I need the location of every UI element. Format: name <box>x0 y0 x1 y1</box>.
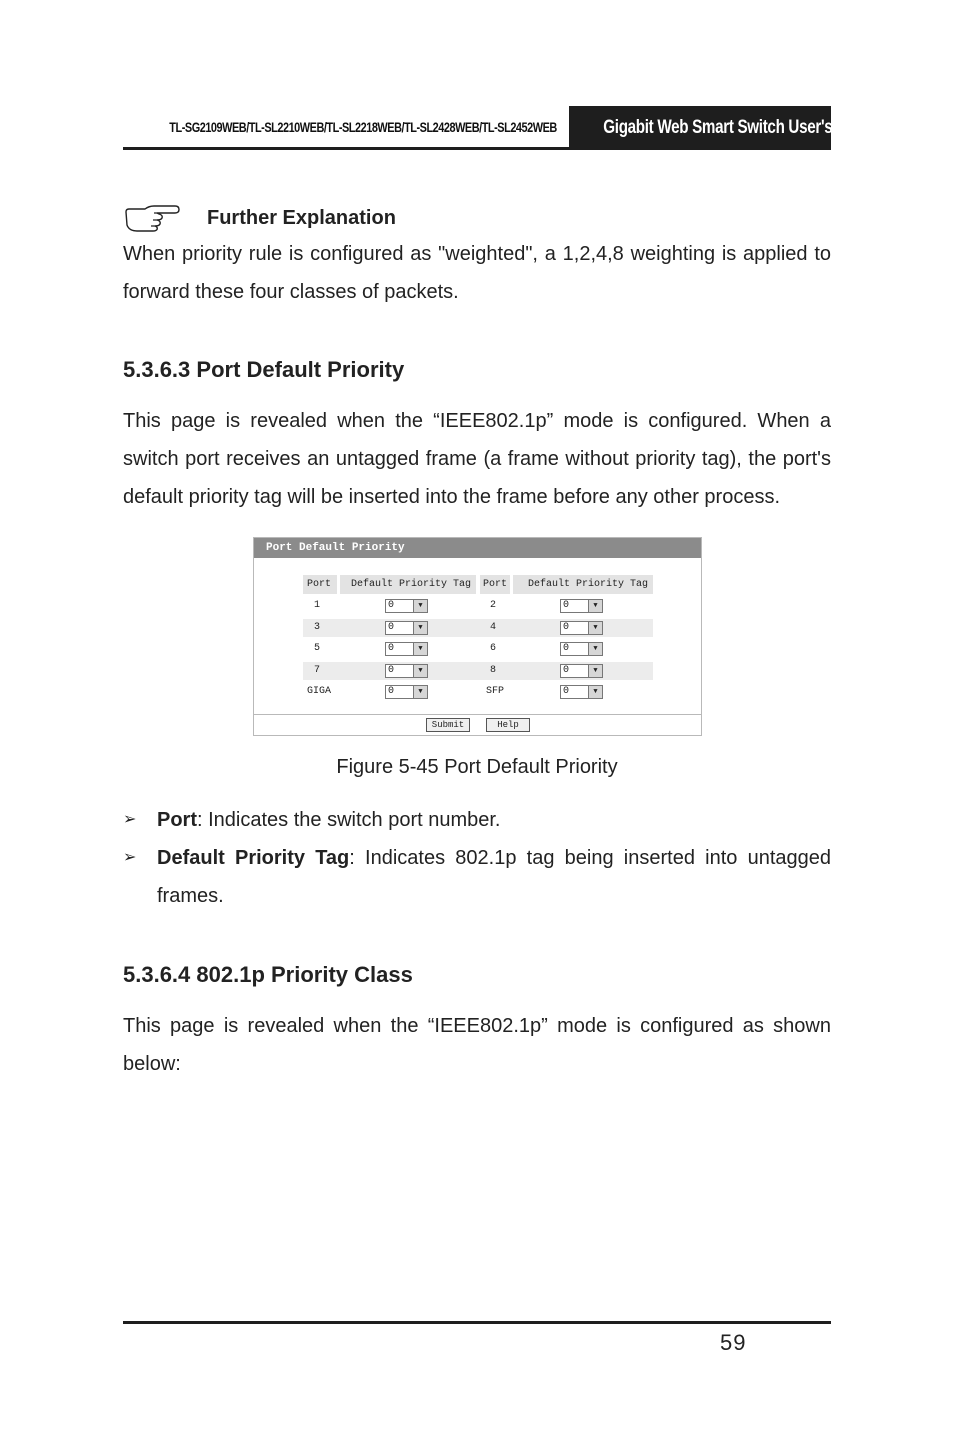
port-default-priority-figure <box>253 537 702 736</box>
port-label: 8 <box>490 665 497 676</box>
port-label: 4 <box>490 622 497 633</box>
bullet-desc: : Indicates 802.1p tag being inserted into untagged frames. <box>157 847 831 907</box>
col-header-tag: Default Priority Tag <box>351 579 472 590</box>
page-header <box>123 106 878 150</box>
col-header-port: Port <box>483 579 508 590</box>
port-label: 2 <box>490 600 497 611</box>
dropdown-arrow-icon: ▼ <box>588 686 602 698</box>
section-text-port-default-priority: This page is revealed when the “IEEE802.1p” mode is configured. When a switch port receives an untagged frame (a frame without priority tag), the port's default priority tag will be inserted into the frame before any other process. <box>123 410 831 508</box>
port-label: GIGA <box>307 686 332 697</box>
port-label: SFP <box>486 686 505 697</box>
col-header-tag: Default Priority Tag <box>528 579 649 590</box>
port-label: 6 <box>490 643 497 654</box>
dropdown-arrow-icon: ▼ <box>413 622 427 634</box>
header-models: TL-SG2109WEB/TL-SL2210WEB/TL-SL2218WEB/TL-SL2428WEB/TL-SL2452WEB <box>169 119 557 135</box>
panel-title: Port Default Priority <box>254 538 701 558</box>
bullet-port <box>123 801 831 839</box>
figure-caption: Figure 5-45 Port Default Priority <box>336 756 618 778</box>
port-label: 3 <box>314 622 321 633</box>
bullet-desc: : Indicates the switch port number. <box>197 809 501 831</box>
priority-select[interactable]: 0 ▼ <box>385 664 428 678</box>
bullet-default-priority-tag <box>123 839 831 915</box>
dropdown-arrow-icon: ▼ <box>588 665 602 677</box>
section-heading-priority-class: 5.3.6.4 802.1p Priority Class <box>123 962 413 987</box>
priority-select[interactable]: 0 ▼ <box>560 642 603 656</box>
port-label: 5 <box>314 643 321 654</box>
dropdown-arrow-icon: ▼ <box>588 622 602 634</box>
dropdown-arrow-icon: ▼ <box>588 643 602 655</box>
footer-rule <box>123 1321 831 1324</box>
priority-select[interactable]: 0 ▼ <box>560 685 603 699</box>
port-label: 7 <box>314 665 321 676</box>
section-heading-port-default-priority: 5.3.6.3 Port Default Priority <box>123 357 405 382</box>
bullet-term: Default Priority Tag <box>157 847 350 869</box>
help-button[interactable]: Help <box>486 718 530 732</box>
priority-select[interactable]: 0 ▼ <box>385 642 428 656</box>
figure-divider <box>254 714 701 715</box>
arrow-bullet-icon: ➢ <box>123 811 137 828</box>
dropdown-arrow-icon: ▼ <box>413 665 427 677</box>
arrow-bullet-icon: ➢ <box>123 849 137 866</box>
dropdown-arrow-icon: ▼ <box>588 600 602 612</box>
header-guide-title: Gigabit Web Smart Switch User's Guide <box>569 106 831 150</box>
priority-select[interactable]: 0 ▼ <box>560 599 603 613</box>
dropdown-arrow-icon: ▼ <box>413 686 427 698</box>
priority-select[interactable]: 0 ▼ <box>385 685 428 699</box>
note-title: Further Explanation <box>207 207 396 229</box>
dropdown-arrow-icon: ▼ <box>413 643 427 655</box>
priority-select[interactable]: 0 ▼ <box>560 664 603 678</box>
pointing-hand-icon <box>123 203 181 233</box>
page-number: 59 <box>720 1330 747 1355</box>
priority-select[interactable]: 0 ▼ <box>385 599 428 613</box>
priority-select[interactable]: 0 ▼ <box>560 621 603 635</box>
header-rule <box>123 147 831 150</box>
dropdown-arrow-icon: ▼ <box>413 600 427 612</box>
bullet-term: Port <box>157 809 197 831</box>
port-label: 1 <box>314 600 321 611</box>
col-header-port: Port <box>307 579 332 590</box>
section-text-priority-class: This page is revealed when the “IEEE802.1p” mode is configured as shown below: <box>123 1015 831 1075</box>
priority-select[interactable]: 0 ▼ <box>385 621 428 635</box>
submit-button[interactable]: Submit <box>426 718 470 732</box>
note-text: When priority rule is configured as "weighted", a 1,2,4,8 weighting is applied to forward these four classes of packets. <box>123 243 831 303</box>
